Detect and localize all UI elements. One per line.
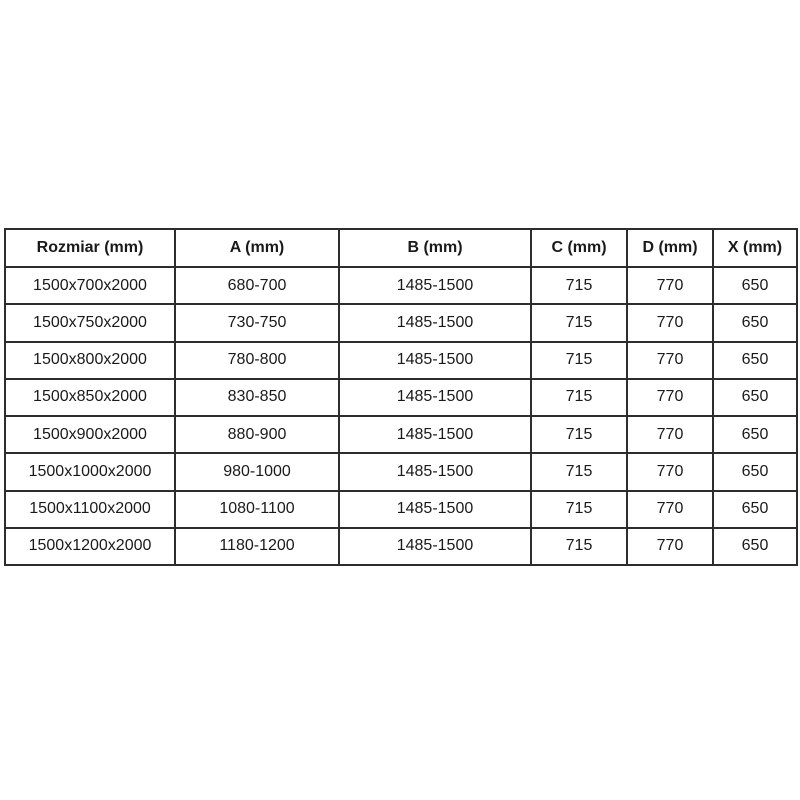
table-body bbox=[5, 267, 797, 565]
table-cell: 880-900 bbox=[175, 416, 339, 453]
table-cell: 770 bbox=[627, 379, 713, 416]
table-cell: 1500x1200x2000 bbox=[5, 528, 175, 565]
table-cell: 650 bbox=[713, 379, 797, 416]
table-cell: 715 bbox=[531, 453, 627, 490]
table-row bbox=[5, 416, 797, 453]
table-cell: 650 bbox=[713, 528, 797, 565]
table-cell: 980-1000 bbox=[175, 453, 339, 490]
table-cell: 1485-1500 bbox=[339, 342, 531, 379]
table-cell: 1500x700x2000 bbox=[5, 267, 175, 304]
table-cell: 770 bbox=[627, 491, 713, 528]
table-row bbox=[5, 528, 797, 565]
dimensions-table bbox=[4, 228, 798, 566]
column-header: B (mm) bbox=[339, 229, 531, 267]
table-cell: 1180-1200 bbox=[175, 528, 339, 565]
table-cell: 770 bbox=[627, 416, 713, 453]
column-header: Rozmiar (mm) bbox=[5, 229, 175, 267]
table-cell: 770 bbox=[627, 342, 713, 379]
table-row bbox=[5, 453, 797, 490]
table-cell: 830-850 bbox=[175, 379, 339, 416]
table-cell: 770 bbox=[627, 453, 713, 490]
table-cell: 1080-1100 bbox=[175, 491, 339, 528]
table-cell: 1500x900x2000 bbox=[5, 416, 175, 453]
column-header: D (mm) bbox=[627, 229, 713, 267]
column-header: A (mm) bbox=[175, 229, 339, 267]
table-head bbox=[5, 229, 797, 267]
table-cell: 730-750 bbox=[175, 304, 339, 341]
table-cell: 770 bbox=[627, 267, 713, 304]
table-cell: 1500x1000x2000 bbox=[5, 453, 175, 490]
table-cell: 1485-1500 bbox=[339, 416, 531, 453]
table-cell: 650 bbox=[713, 416, 797, 453]
table-cell: 650 bbox=[713, 453, 797, 490]
table-cell: 1500x1100x2000 bbox=[5, 491, 175, 528]
column-header: X (mm) bbox=[713, 229, 797, 267]
table-row bbox=[5, 267, 797, 304]
table-cell: 715 bbox=[531, 491, 627, 528]
table-cell: 1500x800x2000 bbox=[5, 342, 175, 379]
table-cell: 1500x750x2000 bbox=[5, 304, 175, 341]
table-cell: 1485-1500 bbox=[339, 528, 531, 565]
header-row bbox=[5, 229, 797, 267]
table-cell: 715 bbox=[531, 379, 627, 416]
table-row bbox=[5, 342, 797, 379]
table-cell: 715 bbox=[531, 528, 627, 565]
table-row bbox=[5, 304, 797, 341]
table-cell: 770 bbox=[627, 304, 713, 341]
table-cell: 715 bbox=[531, 342, 627, 379]
table-cell: 650 bbox=[713, 342, 797, 379]
table-cell: 1485-1500 bbox=[339, 453, 531, 490]
table-cell: 1485-1500 bbox=[339, 379, 531, 416]
table-cell: 650 bbox=[713, 304, 797, 341]
table-cell: 1485-1500 bbox=[339, 491, 531, 528]
column-header: C (mm) bbox=[531, 229, 627, 267]
spec-table-container bbox=[4, 228, 796, 566]
table-cell: 1485-1500 bbox=[339, 267, 531, 304]
table-cell: 1500x850x2000 bbox=[5, 379, 175, 416]
table-cell: 770 bbox=[627, 528, 713, 565]
table-cell: 715 bbox=[531, 267, 627, 304]
table-row bbox=[5, 379, 797, 416]
table-cell: 650 bbox=[713, 491, 797, 528]
table-cell: 780-800 bbox=[175, 342, 339, 379]
table-cell: 1485-1500 bbox=[339, 304, 531, 341]
table-cell: 715 bbox=[531, 304, 627, 341]
table-row bbox=[5, 491, 797, 528]
table-cell: 680-700 bbox=[175, 267, 339, 304]
table-cell: 650 bbox=[713, 267, 797, 304]
table-cell: 715 bbox=[531, 416, 627, 453]
